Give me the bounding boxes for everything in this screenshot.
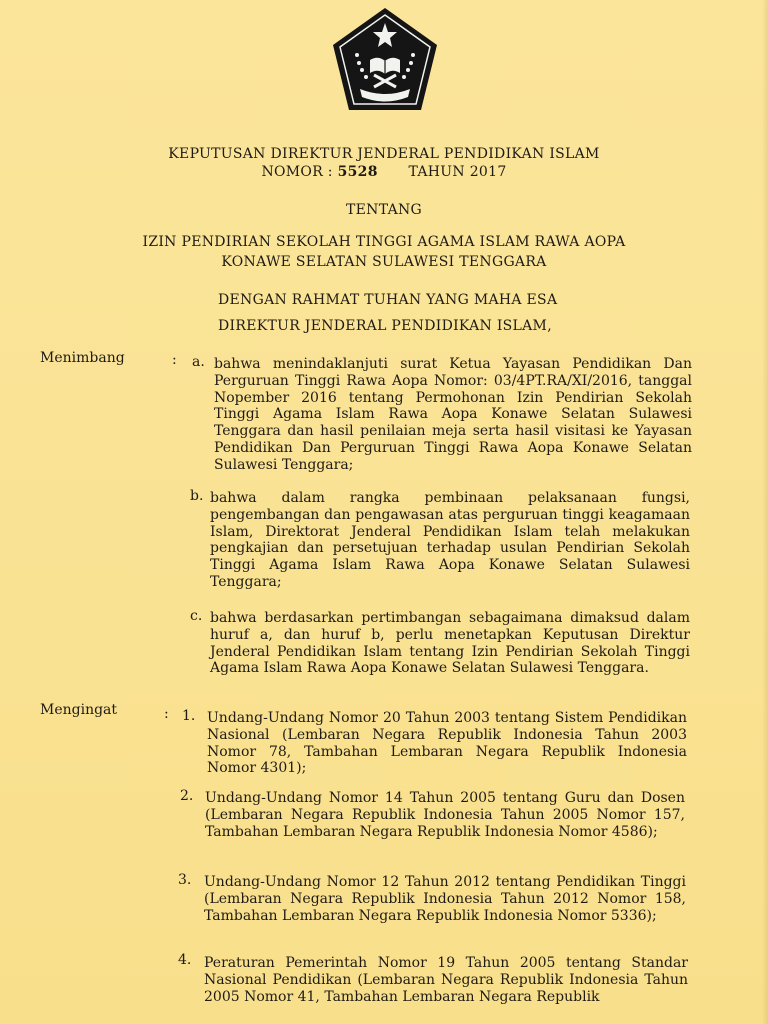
menimbang-marker-b: b. — [190, 488, 204, 504]
menimbang-item-b: bahwa dalam rangka pembinaan pelaksanaan fungsi, pengembangan dan pengawasan atas perguruan tinggi keagamaan Islam, Direktorat Jenderal Pendidikan Islam telah melakukan pengkajian dan persetujuan terhadap usulan Pendirian Sekolah Tinggi Agama Islam Rawa Aopa Konawe Selatan Sulawesi Tenggara; — [210, 490, 690, 590]
mengingat-label: Mengingat — [40, 702, 118, 718]
subject-line-1: IZIN PENDIRIAN SEKOLAH TINGGI AGAMA ISLAM RAWA AOPA — [142, 234, 626, 250]
decree-title: KEPUTUSAN DIREKTUR JENDERAL PENDIDIKAN ISLAM — [168, 146, 600, 162]
subject-line-2: KONAWE SELATAN SULAWESI TENGGARA — [221, 254, 547, 270]
mengingat-marker-2: 2. — [180, 788, 194, 804]
mengingat-marker-4: 4. — [178, 952, 192, 968]
mengingat-marker-3: 3. — [178, 872, 192, 888]
direktur-line: DIREKTUR JENDERAL PENDIDIKAN ISLAM, — [218, 318, 552, 334]
menimbang-marker-a: a. — [192, 354, 205, 370]
menimbang-marker-c: c. — [190, 608, 203, 624]
kementerian-agama-emblem-icon — [330, 5, 440, 115]
menimbang-colon: : — [172, 352, 177, 368]
mengingat-item-3: Undang-Undang Nomor 12 Tahun 2012 tentang Pendidikan Tinggi (Lembaran Negara Republik Indonesia Tahun 2012 Nomor 158, Tambahan Lembaran Negara Republik Indonesia Nomor 5336); — [204, 874, 686, 924]
menimbang-item-c: bahwa berdasarkan pertimbangan sebagaimana dimaksud dalam huruf a, dan huruf b, perlu menetapkan Keputusan Direktur Jenderal Pendidikan Islam tentang Izin Pendirian Sekolah Tinggi Agama Islam Rawa Aopa Konawe Selatan Sulawesi Tenggara. — [210, 610, 690, 677]
tahun-label: TAHUN 2017 — [408, 164, 507, 180]
nomor-value: 5528 — [337, 164, 378, 180]
mengingat-colon: : — [164, 706, 169, 722]
menimbang-item-a: bahwa menindaklanjuti surat Ketua Yayasan Pendidikan Dan Perguruan Tinggi Rawa Aopa Nomor: 03/4PT.RA/XI/2016, tanggal Nopember 2016 tentang Permohonan Izin Pendirian Sekolah Tinggi Agama Islam Rawa Aopa Konawe Selatan Sulawesi Tenggara dan hasil penilaian meja serta hasil visitasi ke Yayasan Pendidikan Dan Perguruan Tinggi Rawa Aopa Konawe Selatan Sulawesi Tenggara; — [214, 356, 692, 473]
mengingat-marker-1: 1. — [182, 708, 196, 724]
mengingat-item-2: Undang-Undang Nomor 14 Tahun 2005 tentang Guru dan Dosen (Lembaran Negara Republik Indonesia Tahun 2005 Nomor 157, Tambahan Lembaran Negara Republik Indonesia Nomor 4586); — [205, 790, 685, 840]
menimbang-label: Menimbang — [40, 350, 125, 366]
tentang-heading: TENTANG — [345, 202, 423, 218]
mengingat-item-1: Undang-Undang Nomor 20 Tahun 2003 tentang Sistem Pendidikan Nasional (Lembaran Negara Republik Indonesia Tahun 2003 Nomor 78, Tambahan Lembaran Negara Republik Indonesia Nomor 4301); — [207, 710, 687, 777]
nomor-label: NOMOR : — [261, 164, 333, 180]
mengingat-item-4: Peraturan Pemerintah Nomor 19 Tahun 2005 tentang Standar Nasional Pendidikan (Lembaran Negara Republik Indonesia Tahun 2005 Nomor 41, Tambahan Lembaran Negara Republik — [204, 955, 688, 1005]
decree-number-line — [0, 164, 768, 180]
rahmat-line: DENGAN RAHMAT TUHAN YANG MAHA ESA — [218, 292, 558, 308]
